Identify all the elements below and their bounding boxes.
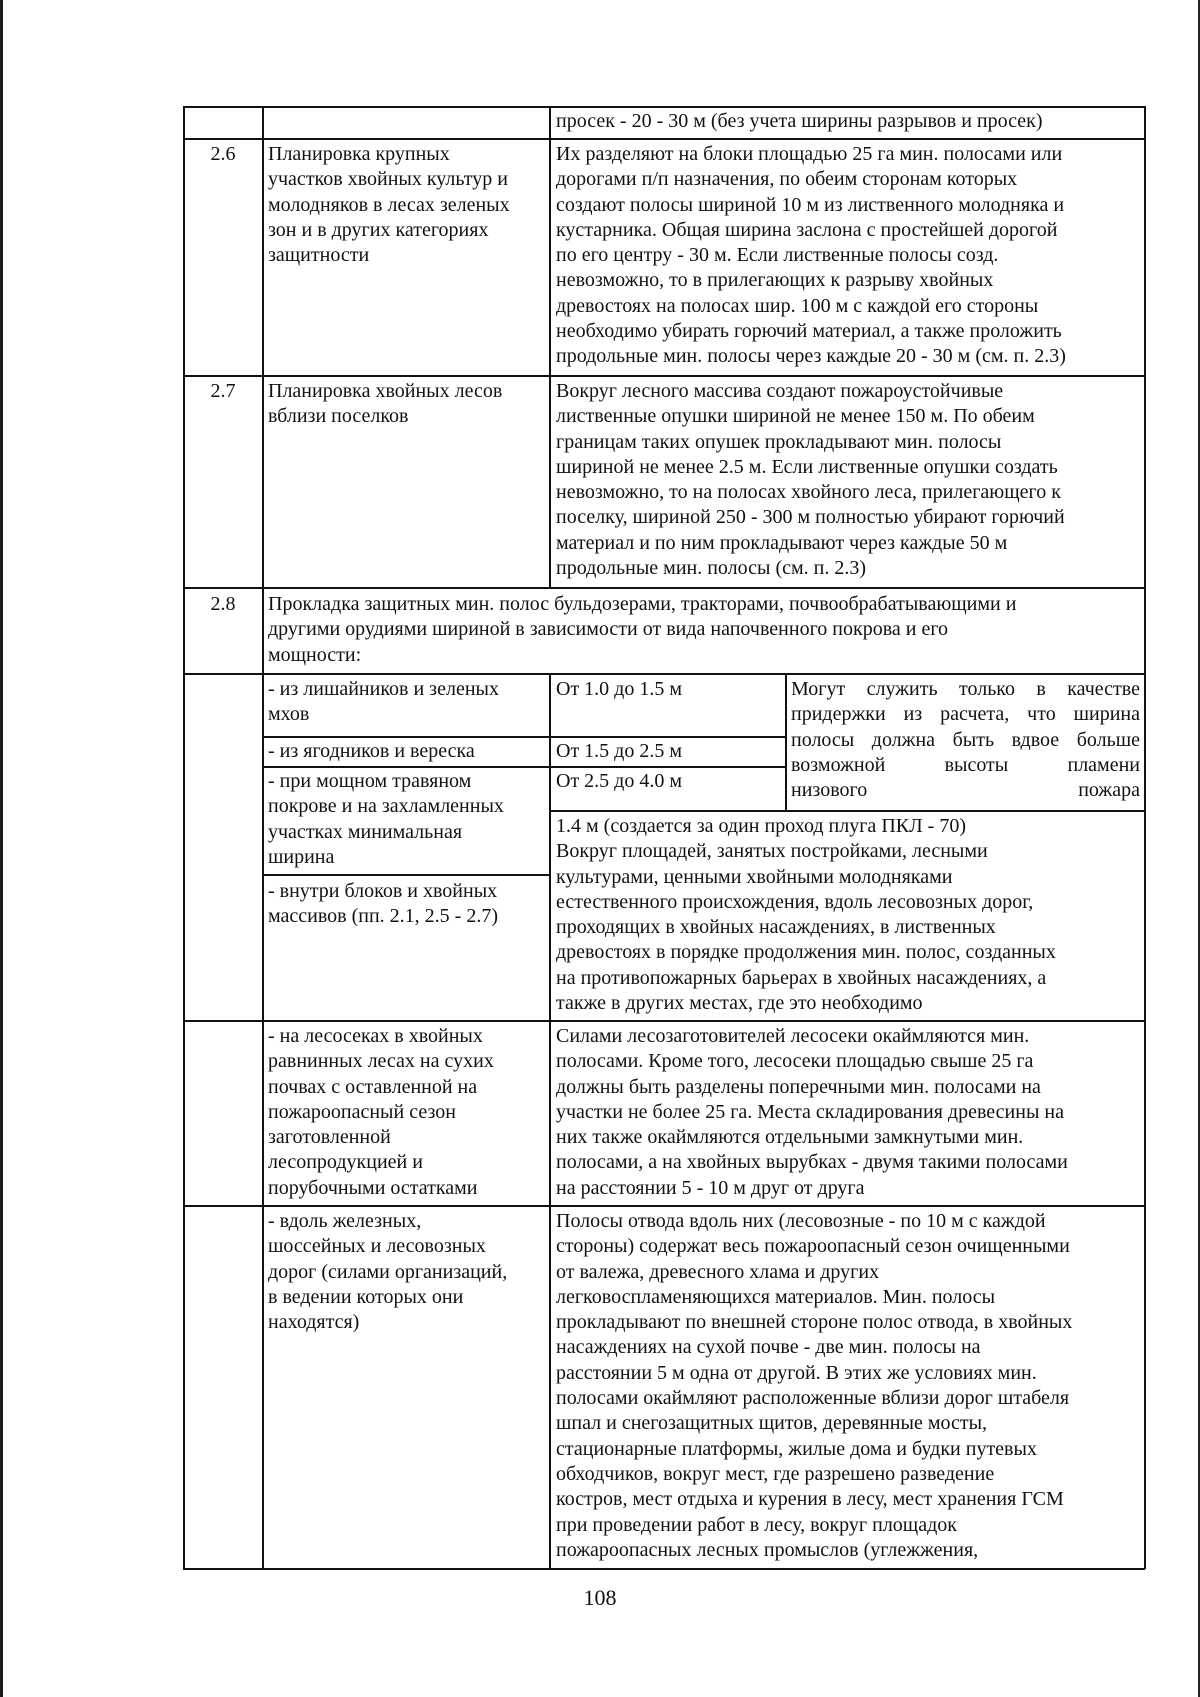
table-rule [785, 673, 787, 811]
inner-blocks-text: 1.4 м (создается за один проход плуга ПКЛ - 70) Вокруг площадей, занятых постройками, лесными культурами, ценными хвойными молодняками естественного происхождения, вдоль лесовозных дорог, проходящих в хвойных насаждениях, в лиственных древостоях в порядке продолжения мин. полос, созданных на противопожарных барьерах в хвойных насаждениях, а также в других местах, где это необходимо [556, 815, 1056, 1015]
row-2-6-title: Планировка крупных участков хвойных культур и молодняков в лесах зеленых зон и в других категориях защитности [268, 143, 510, 267]
auxiliary-strip-note: Могут служить только в качестве придержки из расчета, что ширина полосы должна быть вдвое больше возможной высоты пламени низового пожара [791, 678, 1140, 802]
table-rule [263, 736, 786, 738]
row-2-8-text: Прокладка защитных мин. полос бульдозерами, тракторами, почвообрабатывающими и другими орудиями шириной в зависимости от вида напочвенного покрова и его мощности: [268, 593, 1017, 666]
row-2-6-number: 2.6 [210, 143, 236, 165]
scan-edge-left [0, 0, 3, 1697]
table-rule [183, 138, 1145, 140]
table-rule [183, 375, 1145, 377]
table-rule [262, 106, 264, 1569]
row-2-7-text: Вокруг лесного массива создают пожароустойчивые лиственные опушки шириной не менее 150 м. По обеим границам таких опушек прокладывают мин. полосы шириной не менее 2.5 м. Если лиственные опушки создать невозможно, то на полосах хвойного леса, прилегающего к поселку, шириной 250 - 300 м полностью убирают горючий материал и по ним прокладывают через каждые 50 м продольные мин. полосы (см. п. 2.3) [556, 380, 1065, 580]
berry-cover-width: От 1.5 до 2.5 м [556, 740, 683, 762]
roads-text: Полосы отвода вдоль них (лесовозные - по 10 м с каждой стороны) содержат весь пожароопасный сезон очищенными от валежа, древесного хлама и других легковоспламеняющихся материалов. Мин. полосы прокладывают по внешней стороне полос отвода, в хвойных насаждениях на сухой почве - две мин. полосы на расстоянии 5 м одна от другой. В этих же условиях мин. полосами окаймляют расположенные вблизи дорог штабеля шпал и снегозащитных щитов, деревянные мосты, стационарные платформы, жилые дома и будки путевых обходчиков, вокруг мест, где разрешено разведение костров, мест отдыха и курения в лесу, мест хранения ГСМ при проведении работ в лесу, вокруг площадок пожароопасных лесных промыслов (углежжения, [556, 1210, 1073, 1561]
table-rule [183, 1020, 1145, 1022]
row-2-8-number: 2.8 [210, 593, 236, 615]
table-rule [183, 106, 185, 1569]
lichen-cover-label: - из лишайников и зеленых мхов [268, 678, 499, 726]
grass-cover-label: - при мощном травяном покрове и на захламленных участках минимальная ширина [268, 770, 504, 868]
inner-blocks-label: - внутри блоков и хвойных массивов (пп. 2.1, 2.5 - 2.7) [268, 880, 498, 928]
roads-label: - вдоль железных, шоссейных и лесовозных дорог (силами организаций, в ведении которых они находятся) [268, 1210, 508, 1334]
grass-cover-width: От 2.5 до 4.0 м [556, 770, 683, 792]
page-number: 108 [583, 1585, 617, 1610]
berry-cover-label: - из ягодников и вереска [268, 740, 475, 762]
table-rule [550, 810, 1145, 812]
table-rule [183, 1568, 1145, 1570]
row-2-7-number: 2.7 [210, 380, 236, 402]
row0-text: просек - 20 - 30 м (без учета ширины разрывов и просек) [556, 110, 1043, 132]
table-rule [263, 874, 550, 876]
table-rule [183, 587, 1145, 589]
table-rule [183, 106, 1145, 108]
table-rule [183, 1205, 1145, 1207]
table-rule [1144, 106, 1146, 1569]
cutting-areas-label: - на лесосеках в хвойных равнинных лесах на сухих почвах с оставленной на пожароопасный сезон заготовленной лесопродукцией и порубочными остатками [268, 1025, 494, 1199]
row-2-6-text: Их разделяют на блоки площадью 25 га мин. полосами или дорогами п/п назначения, по обеим сторонам которых создают полосы шириной 10 м из лиственного молодняка и кустарника. Общая ширина заслона с простейшей дорогой по его центру - 30 м. Если лиственные полосы созд. невозможно, то в прилегающих к разрыву хвойных древостоях на полосах шир. 100 м с каждой его стороны необходимо убирать горючий материал, а также проложить продольные мин. полосы через каждые 20 - 30 м (см. п. 2.3) [556, 143, 1066, 368]
lichen-cover-width: От 1.0 до 1.5 м [556, 678, 683, 700]
table-rule [183, 673, 1145, 675]
table-rule [263, 766, 786, 768]
cutting-areas-text: Силами лесозаготовителей лесосеки окаймляются мин. полосами. Кроме того, лесосеки площадью свыше 25 га должны быть разделены поперечными мин. полосами на участки не более 25 га. Места складирования древесины на них также окаймляются отдельными замкнутыми мин. полосами, а на хвойных вырубках - двумя такими полосами на расстоянии 5 - 10 м друг от друга [556, 1025, 1068, 1199]
row-2-7-title: Планировка хвойных лесов вблизи поселков [268, 380, 503, 428]
